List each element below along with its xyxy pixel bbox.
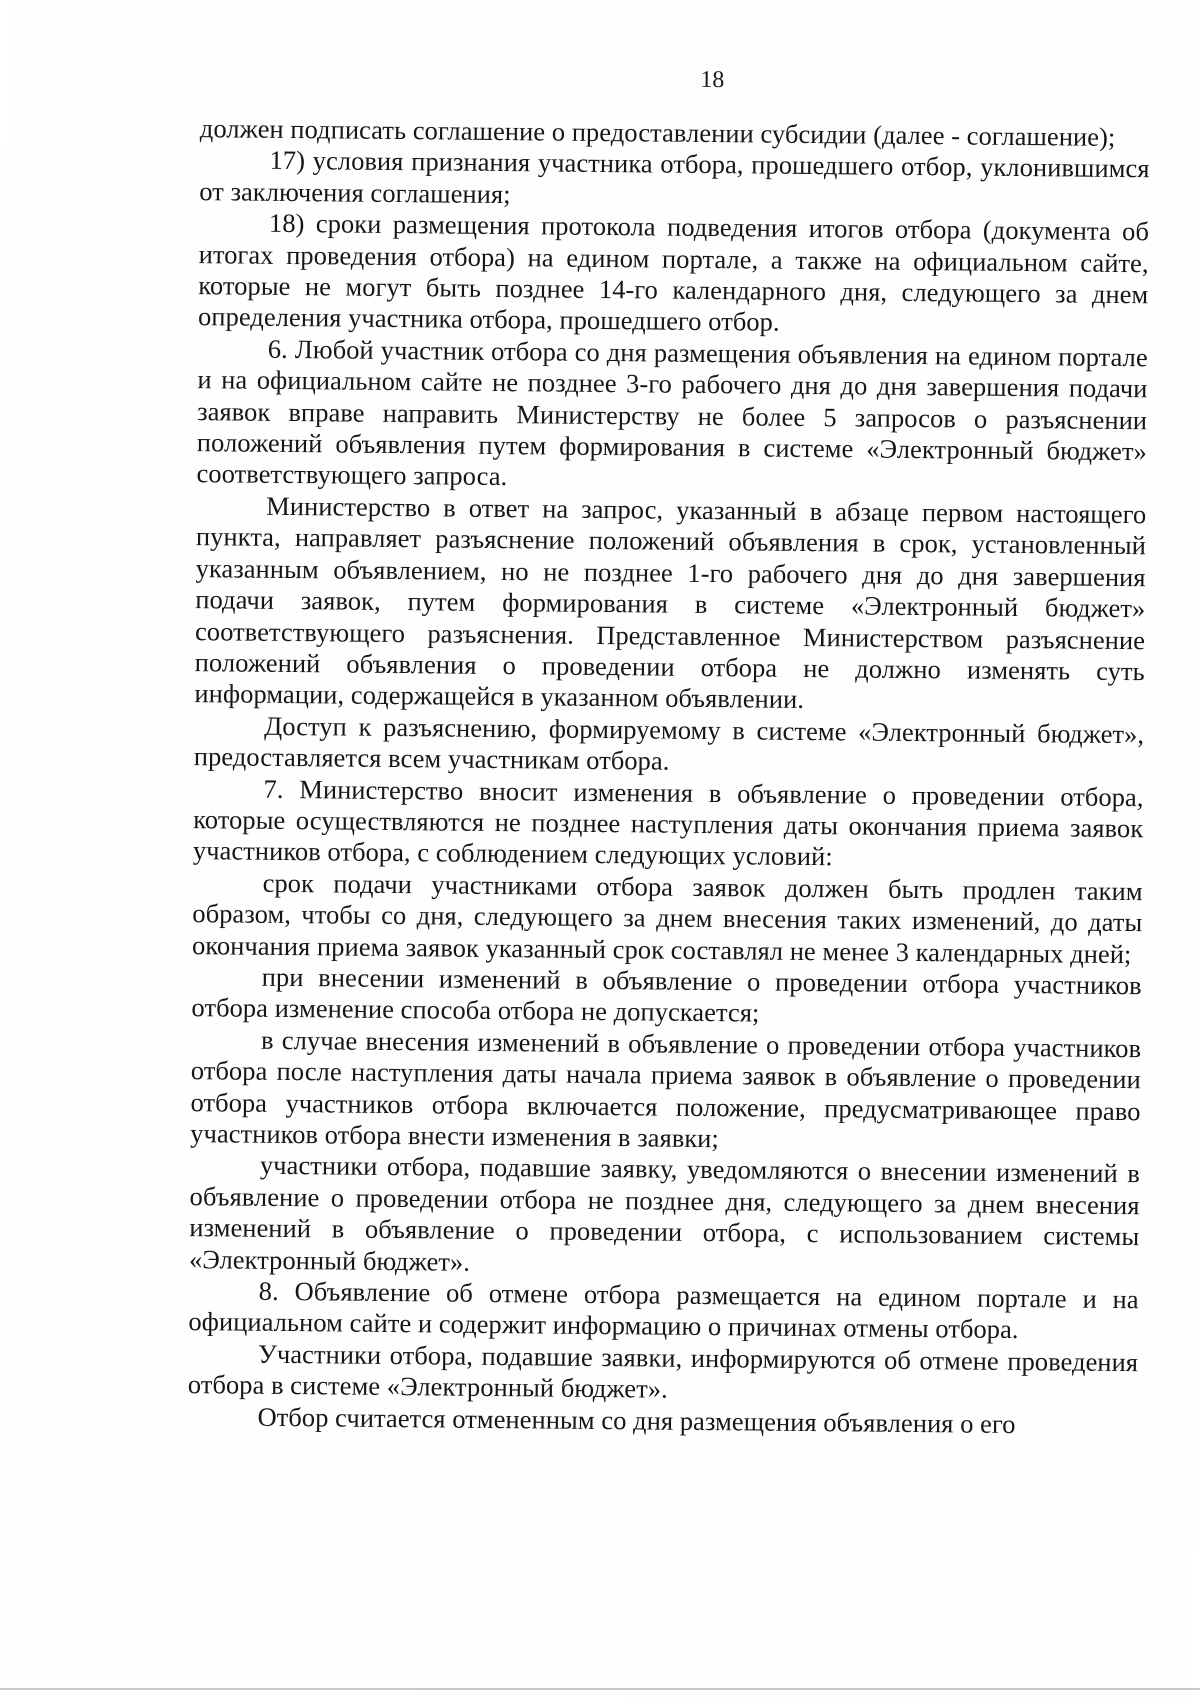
paragraph-clause-7-changes: в случае внесения изменений в объявление о проведении отбора участников отбора после наступления даты начала приема заявок в объявление о проведении отбора участников отбора включается положение, предусматривающее право участников отбора внести изменения в заявки; <box>190 1024 1142 1154</box>
paragraph-continuation: должен подписать соглашение о предоставлении субсидии (далее - соглашение); <box>199 113 1116 152</box>
paragraph-clause-8: 8. Объявление об отмене отбора размещается на едином портале и на официальном сайте и содержит информацию о причинах отмены отбора. <box>188 1275 1139 1345</box>
page-bottom-edge <box>0 1688 1200 1690</box>
paragraph-clause-8-inform: Участники отбора, подавшие заявки, информируются об отмене проведения отбора в системе «Электронный бюджет». <box>187 1338 1139 1404</box>
document-body <box>187 113 1150 1441</box>
paragraph-clause-6: 6. Любой участник отбора со дня размещения объявления на едином портале и на официальном сайте не позднее 3-го рабочего дня до дня завершения подачи заявок вправе направить Министерству не более 5 запросов о разъяснении положений объявления путем формирования в системе «Электронный бюджет» соответствующего запроса. <box>196 333 1148 492</box>
paragraph-clause-7-term: срок подачи участниками отбора заявок должен быть продлен таким образом, чтобы со дня, следующего за днем внесения таких изменений, до даты окончания приема заявок указанный срок составлял не менее 3 календарных дней; <box>191 867 1143 969</box>
paragraph-clause-7-notify: участники отбора, подавшие заявку, уведомляются о внесении изменений в объявление о проведении отбора не позднее дня, следующего за днем внесения изменений в объявление о проведении отбора, с использованием системы «Электронный бюджет». <box>188 1150 1141 1277</box>
paragraph-clause-6-response: Министерство в ответ на запрос, указанный в абзаце первом настоящего пункта, направляет разъяснение положений объявления в срок, установленный указанным объявлением, но не позднее 1-го рабочего дня до дня завершения подачи заявок, путем формирования в системе «Электронный бюджет» соответствующего разъяснения. Представленное Министерством разъяснение положений объявления о проведении отбора не должно изменять суть информации, содержащейся в указанном объявлении. <box>194 490 1147 715</box>
paragraph-clause-7-method: при внесении изменений в объявление о проведении отбора участников отбора изменение способа отбора не допускается; <box>191 961 1142 1028</box>
paragraph-clause-8-cancelled: Отбор считается отмененным со дня размещения объявления о его <box>257 1401 1016 1439</box>
page-number: 18 <box>700 66 725 94</box>
paragraph-item-17: 17) условия признания участника отбора, прошедшего отбор, уклонившимся от заключения соглашения; <box>199 145 1150 209</box>
paragraph-clause-6-access: Доступ к разъяснению, формируемому в системе «Электронный бюджет», предоставляется всем участникам отбора. <box>193 710 1145 776</box>
paragraph-clause-7: 7. Министерство вносит изменения в объявление о проведении отбора, которые осуществляются не позднее наступления даты окончания приема заявок участников отбора, с соблюдением следующих условий: <box>192 773 1144 872</box>
paragraph-item-18: 18) сроки размещения протокола подведения итогов отбора (документа об итогах проведения отбора) на едином портале, а также на официальном сайте, которые не могут быть позднее 14-го календарного дня, следующего за днем определения участника отбора, прошедшего отбор. <box>197 208 1150 338</box>
